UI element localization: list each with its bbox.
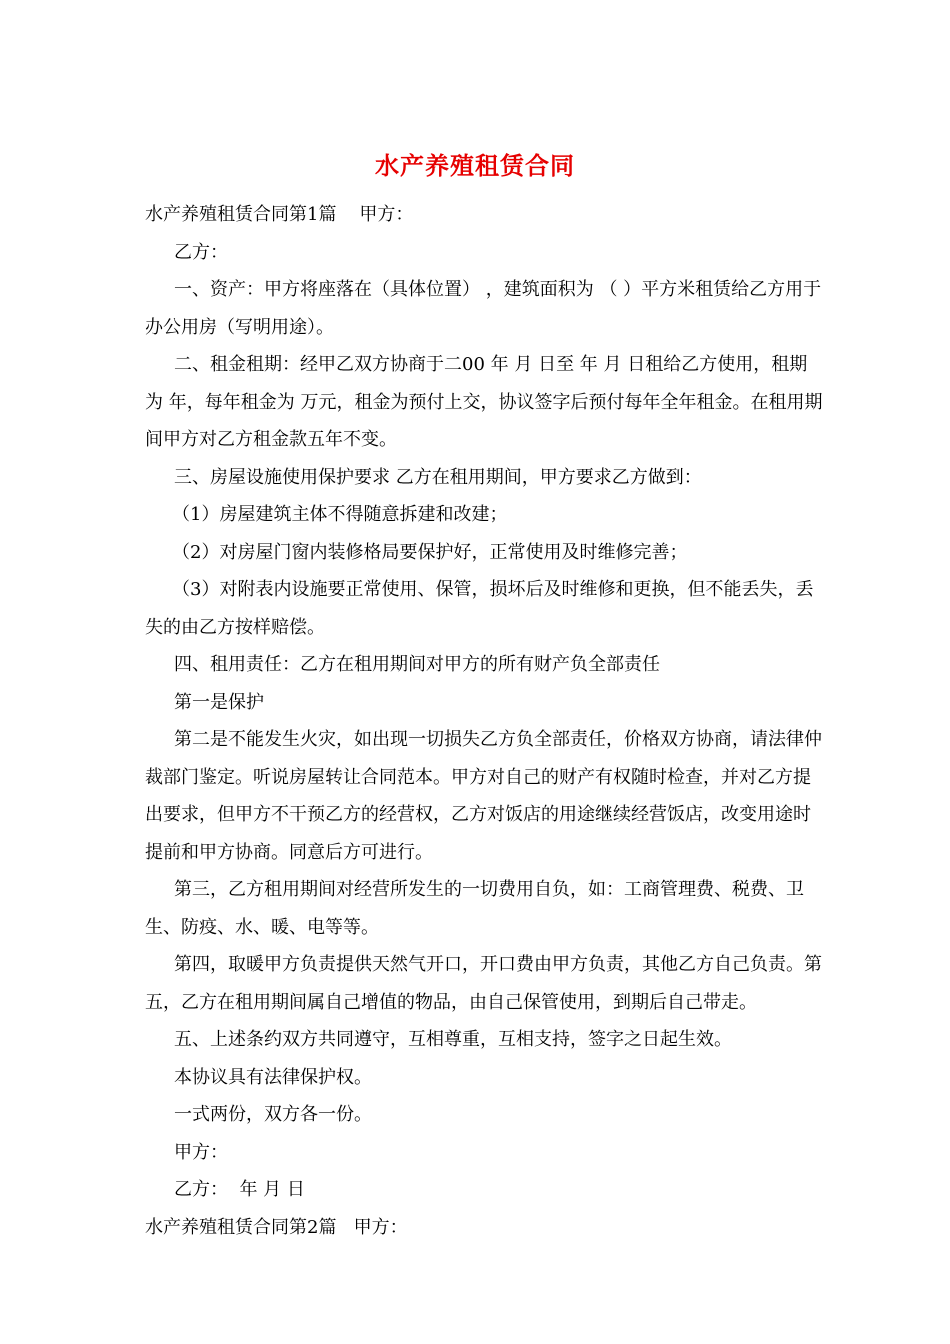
clause-assets: 一、资产：甲方将座落在（具体位置） ，建筑面积为 （ ）平方米租赁给乙方用于办公用房（写明用途）。 xyxy=(145,279,822,338)
clause-effective: 五、上述条约双方共同遵守，互相尊重，互相支持，签字之日起生效。 xyxy=(174,1029,732,1050)
responsibility-second: 第二是不能发生火灾，如出现一切损失乙方负全部责任，价格双方协商，请法律仲裁部门鉴定。听说房屋转让合同范本。甲方对自己的财产有权随时检查，并对乙方提出要求，但甲方不干预乙方的经营权，乙方对饭店的用途继续经营饭店，改变用途时提前和甲方协商。同意后方可进行。 xyxy=(145,729,822,863)
requirement-3: （3）对附表内设施要正常使用、保管，损坏后及时维修和更换，但不能丢失，丢失的由乙方按样赔偿。 xyxy=(145,579,814,638)
responsibility-first: 第一是保护 xyxy=(174,691,264,713)
document-title: 水产养殖租赁合同 xyxy=(375,151,575,180)
section-heading-1: 水产养殖租赁合同第1篇 甲方： xyxy=(145,204,414,225)
requirement-1: （1）房屋建筑主体不得随意拆建和改建； xyxy=(172,504,508,525)
clause-facility-protection: 三、房屋设施使用保护要求 乙方在租用期间，甲方要求乙方做到： xyxy=(174,466,702,488)
document-body xyxy=(145,196,825,1246)
responsibility-fourth-fifth: 第四，取暖甲方负责提供天然气开口，开口费由甲方负责，其他乙方自己负责。第五，乙方在租用期间属自己增值的物品，由自己保管使用，到期后自己带走。 xyxy=(145,954,822,1013)
requirement-2: （2）对房屋门窗内装修格局要保护好，正常使用及时维修完善； xyxy=(172,541,688,563)
copies-line: 一式两份，双方各一份。 xyxy=(174,1104,372,1125)
clause-responsibility: 四、租用责任：乙方在租用期间对甲方的所有财产负全部责任 xyxy=(174,654,660,675)
clause-rent-term: 二、租金租期：经甲乙双方协商于二00 年 月 日至 年 月 日租给乙方使用，租期为 年，每年租金为 万元，租金为预付上交，协议签字后预付每年全年租金。在租用期间甲方对乙方租金款五年不变。 xyxy=(145,354,823,450)
signature-party-b-date: 乙方： 年 月 日 xyxy=(174,1179,305,1200)
section-heading-2: 水产养殖租赁合同第2篇 甲方： xyxy=(145,1216,408,1238)
legal-protection-line: 本协议具有法律保护权。 xyxy=(174,1066,372,1088)
party-b-line: 乙方： xyxy=(174,241,228,263)
signature-party-a: 甲方： xyxy=(174,1141,228,1163)
responsibility-third: 第三，乙方租用期间对经营所发生的一切费用自负，如：工商管理费、税费、卫生、防疫、水、暖、电等等。 xyxy=(145,879,804,938)
